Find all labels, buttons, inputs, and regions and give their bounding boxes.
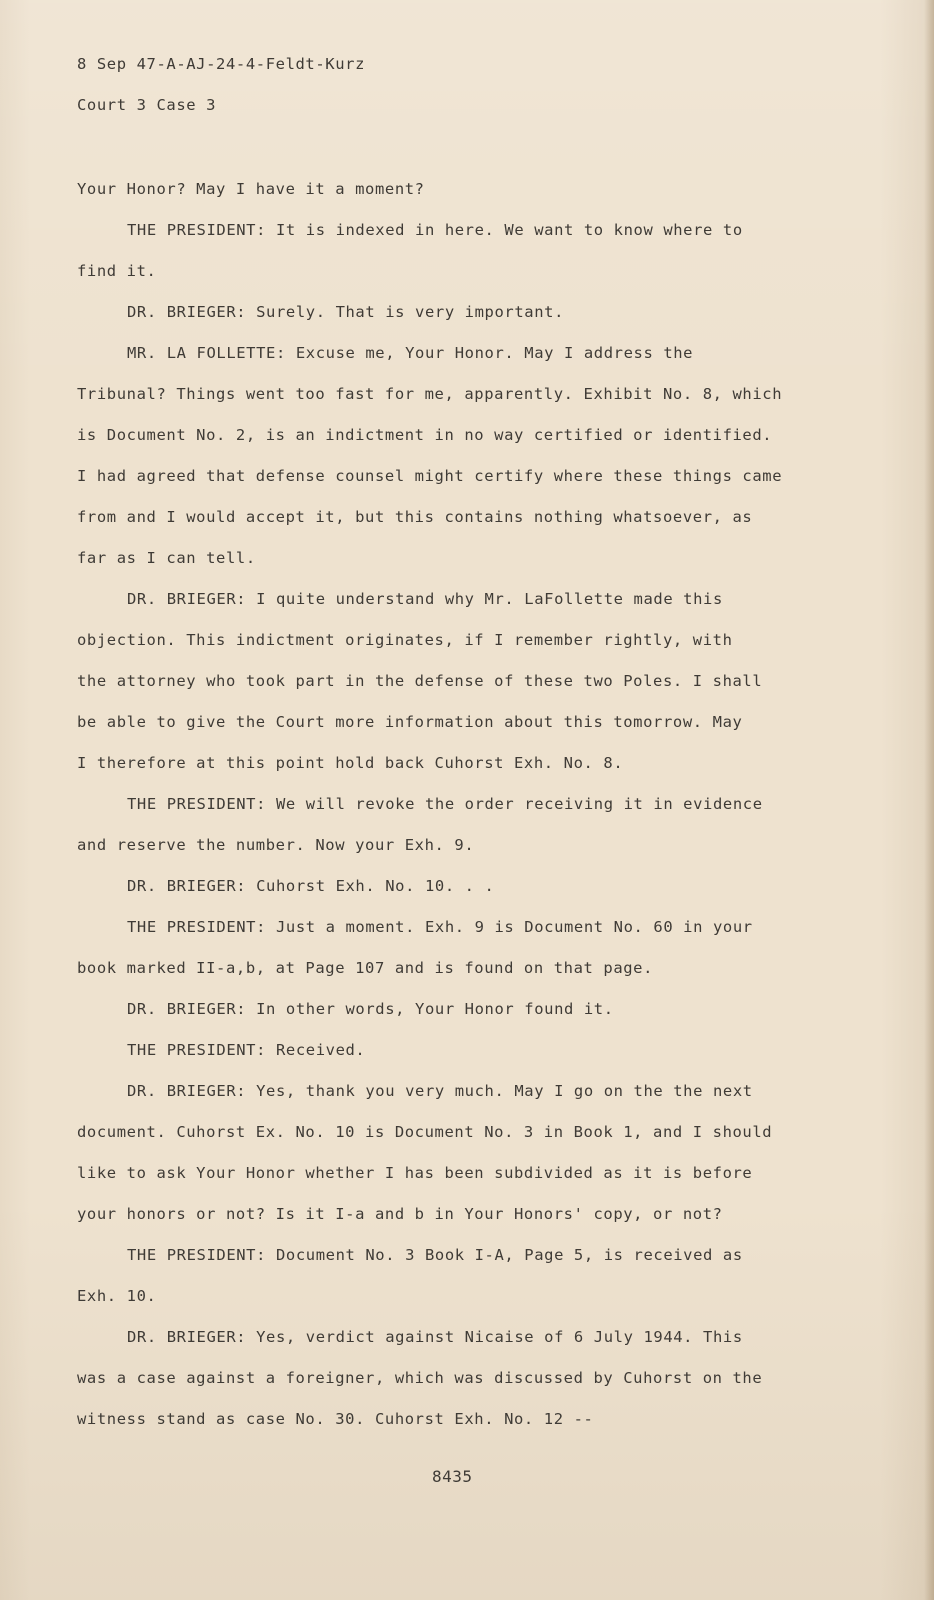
document-header-line-1: 8 Sep 47-A-AJ-24-4-Feldt-Kurz bbox=[77, 55, 366, 73]
text-line: I had agreed that defense counsel might certify where these things came bbox=[77, 467, 783, 485]
paper-edge bbox=[924, 0, 934, 1600]
text-line: DR. BRIEGER: Yes, verdict against Nicaise of 6 July 1944. This bbox=[127, 1328, 743, 1346]
text-line: be able to give the Court more information about this tomorrow. May bbox=[77, 713, 743, 731]
text-line: document. Cuhorst Ex. No. 10 is Document No. 3 in Book 1, and I should bbox=[77, 1123, 773, 1141]
text-line: Your Honor? May I have it a moment? bbox=[77, 180, 425, 198]
text-line: your honors or not? Is it I-a and b in Your Honors' copy, or not? bbox=[77, 1205, 723, 1223]
text-line: DR. BRIEGER: Cuhorst Exh. No. 10. . . bbox=[127, 877, 495, 895]
text-line: Tribunal? Things went too fast for me, apparently. Exhibit No. 8, which bbox=[77, 385, 783, 403]
text-line: DR. BRIEGER: Surely. That is very important. bbox=[127, 303, 564, 321]
text-line: book marked II-a,b, at Page 107 and is found on that page. bbox=[77, 959, 654, 977]
text-line: DR. BRIEGER: In other words, Your Honor found it. bbox=[127, 1000, 614, 1018]
text-line: witness stand as case No. 30. Cuhorst Exh. No. 12 -- bbox=[77, 1410, 594, 1428]
text-line: DR. BRIEGER: Yes, thank you very much. May I go on the the next bbox=[127, 1082, 753, 1100]
text-line: THE PRESIDENT: We will revoke the order receiving it in evidence bbox=[127, 795, 763, 813]
text-line: THE PRESIDENT: Received. bbox=[127, 1041, 366, 1059]
text-line: from and I would accept it, but this contains nothing whatsoever, as bbox=[77, 508, 753, 526]
text-line: the attorney who took part in the defense of these two Poles. I shall bbox=[77, 672, 763, 690]
text-line: like to ask Your Honor whether I has been subdivided as it is before bbox=[77, 1164, 753, 1182]
text-line: DR. BRIEGER: I quite understand why Mr. LaFollette made this bbox=[127, 590, 723, 608]
text-line: and reserve the number. Now your Exh. 9. bbox=[77, 836, 475, 854]
text-line: THE PRESIDENT: Just a moment. Exh. 9 is Document No. 60 in your bbox=[127, 918, 753, 936]
text-line: objection. This indictment originates, if I remember rightly, with bbox=[77, 631, 733, 649]
text-line: THE PRESIDENT: Document No. 3 Book I-A, Page 5, is received as bbox=[127, 1246, 743, 1264]
text-line: THE PRESIDENT: It is indexed in here. We want to know where to bbox=[127, 221, 743, 239]
document-header-line-2: Court 3 Case 3 bbox=[77, 96, 217, 114]
text-line: is Document No. 2, is an indictment in no way certified or identified. bbox=[77, 426, 773, 444]
page-number: 8435 bbox=[432, 1467, 473, 1486]
text-line: MR. LA FOLLETTE: Excuse me, Your Honor. May I address the bbox=[127, 344, 694, 362]
text-line: was a case against a foreigner, which was discussed by Cuhorst on the bbox=[77, 1369, 763, 1387]
text-line: far as I can tell. bbox=[77, 549, 256, 567]
text-line: I therefore at this point hold back Cuhorst Exh. No. 8. bbox=[77, 754, 624, 772]
text-line: Exh. 10. bbox=[77, 1287, 157, 1305]
text-line: find it. bbox=[77, 262, 157, 280]
